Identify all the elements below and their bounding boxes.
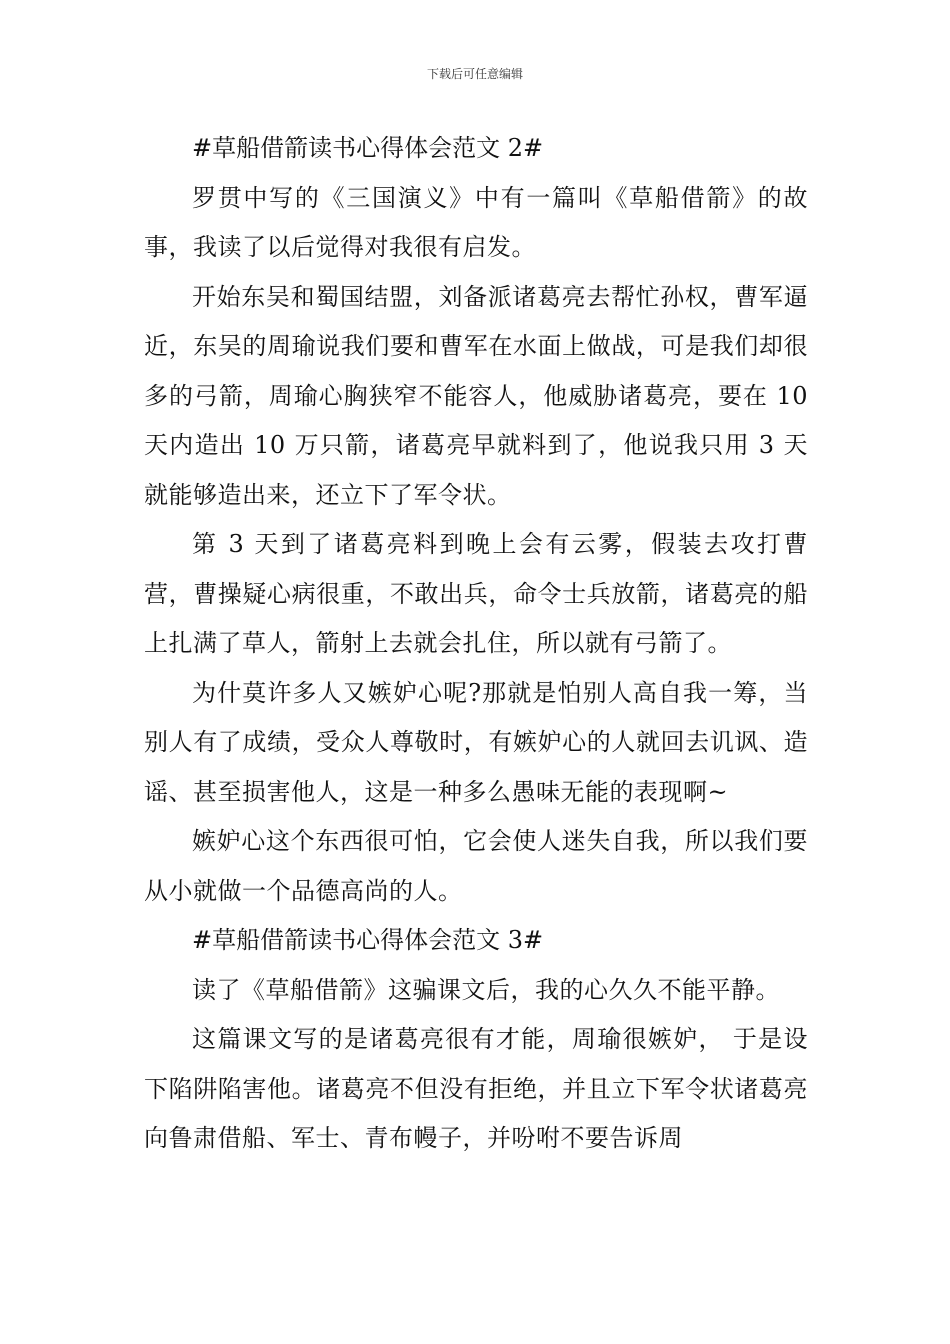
- paragraph: 嫉妒心这个东西很可怕，它会使人迷失自我，所以我们要从小就做一个品德高尚的人。: [144, 827, 808, 905]
- paragraph: 为什莫许多人又嫉妒心呢?那就是怕别人高自我一筹，当别人有了成绩，受众人尊敬时，有嫉妒心的人就回去讥讽、造谣、甚至损害他人，这是一种多么愚味无能的表现啊~: [144, 678, 808, 806]
- paragraph: 这篇课文写的是诸葛亮很有才能，周瑜很嫉妒， 于是设下陷阱陷害他。诸葛亮不但没有拒绝，并且立下军令状诸葛亮向鲁肃借船、军士、青布幔子，并吩咐不要告诉周: [144, 1025, 808, 1152]
- paragraph: 第 3 天到了诸葛亮料到晚上会有云雾，假装去攻打曹营，曹操疑心病很重，不敢出兵，命令士兵放箭，诸葛亮的船上扎满了草人，箭射上去就会扎住，所以就有弓箭了。: [144, 530, 808, 657]
- paragraph: 开始东吴和蜀国结盟，刘备派诸葛亮去帮忙孙权，曹军逼近，东吴的周瑜说我们要和曹军在水面上做战，可是我们却很多的弓箭，周瑜心胸狭窄不能容人，他威胁诸葛亮，要在 10 天内造出 10 万只箭，诸葛亮早就料到了，他说我只用 3 天就能够造出来，还立下了军令状。: [144, 282, 808, 509]
- document-body: [144, 124, 808, 1164]
- page-header-note: 下载后可任意编辑: [426, 67, 523, 81]
- paragraph: 读了《草船借箭》这骗课文后，我的心久久不能平静。: [192, 975, 780, 1004]
- paragraph: 罗贯中写的《三国演义》中有一篇叫《草船借箭》的故事，我读了以后觉得对我很有启发。: [144, 183, 808, 261]
- section-heading: #草船借箭读书心得体会范文 3#: [192, 926, 544, 954]
- section-heading: #草船借箭读书心得体会范文 2#: [192, 134, 544, 162]
